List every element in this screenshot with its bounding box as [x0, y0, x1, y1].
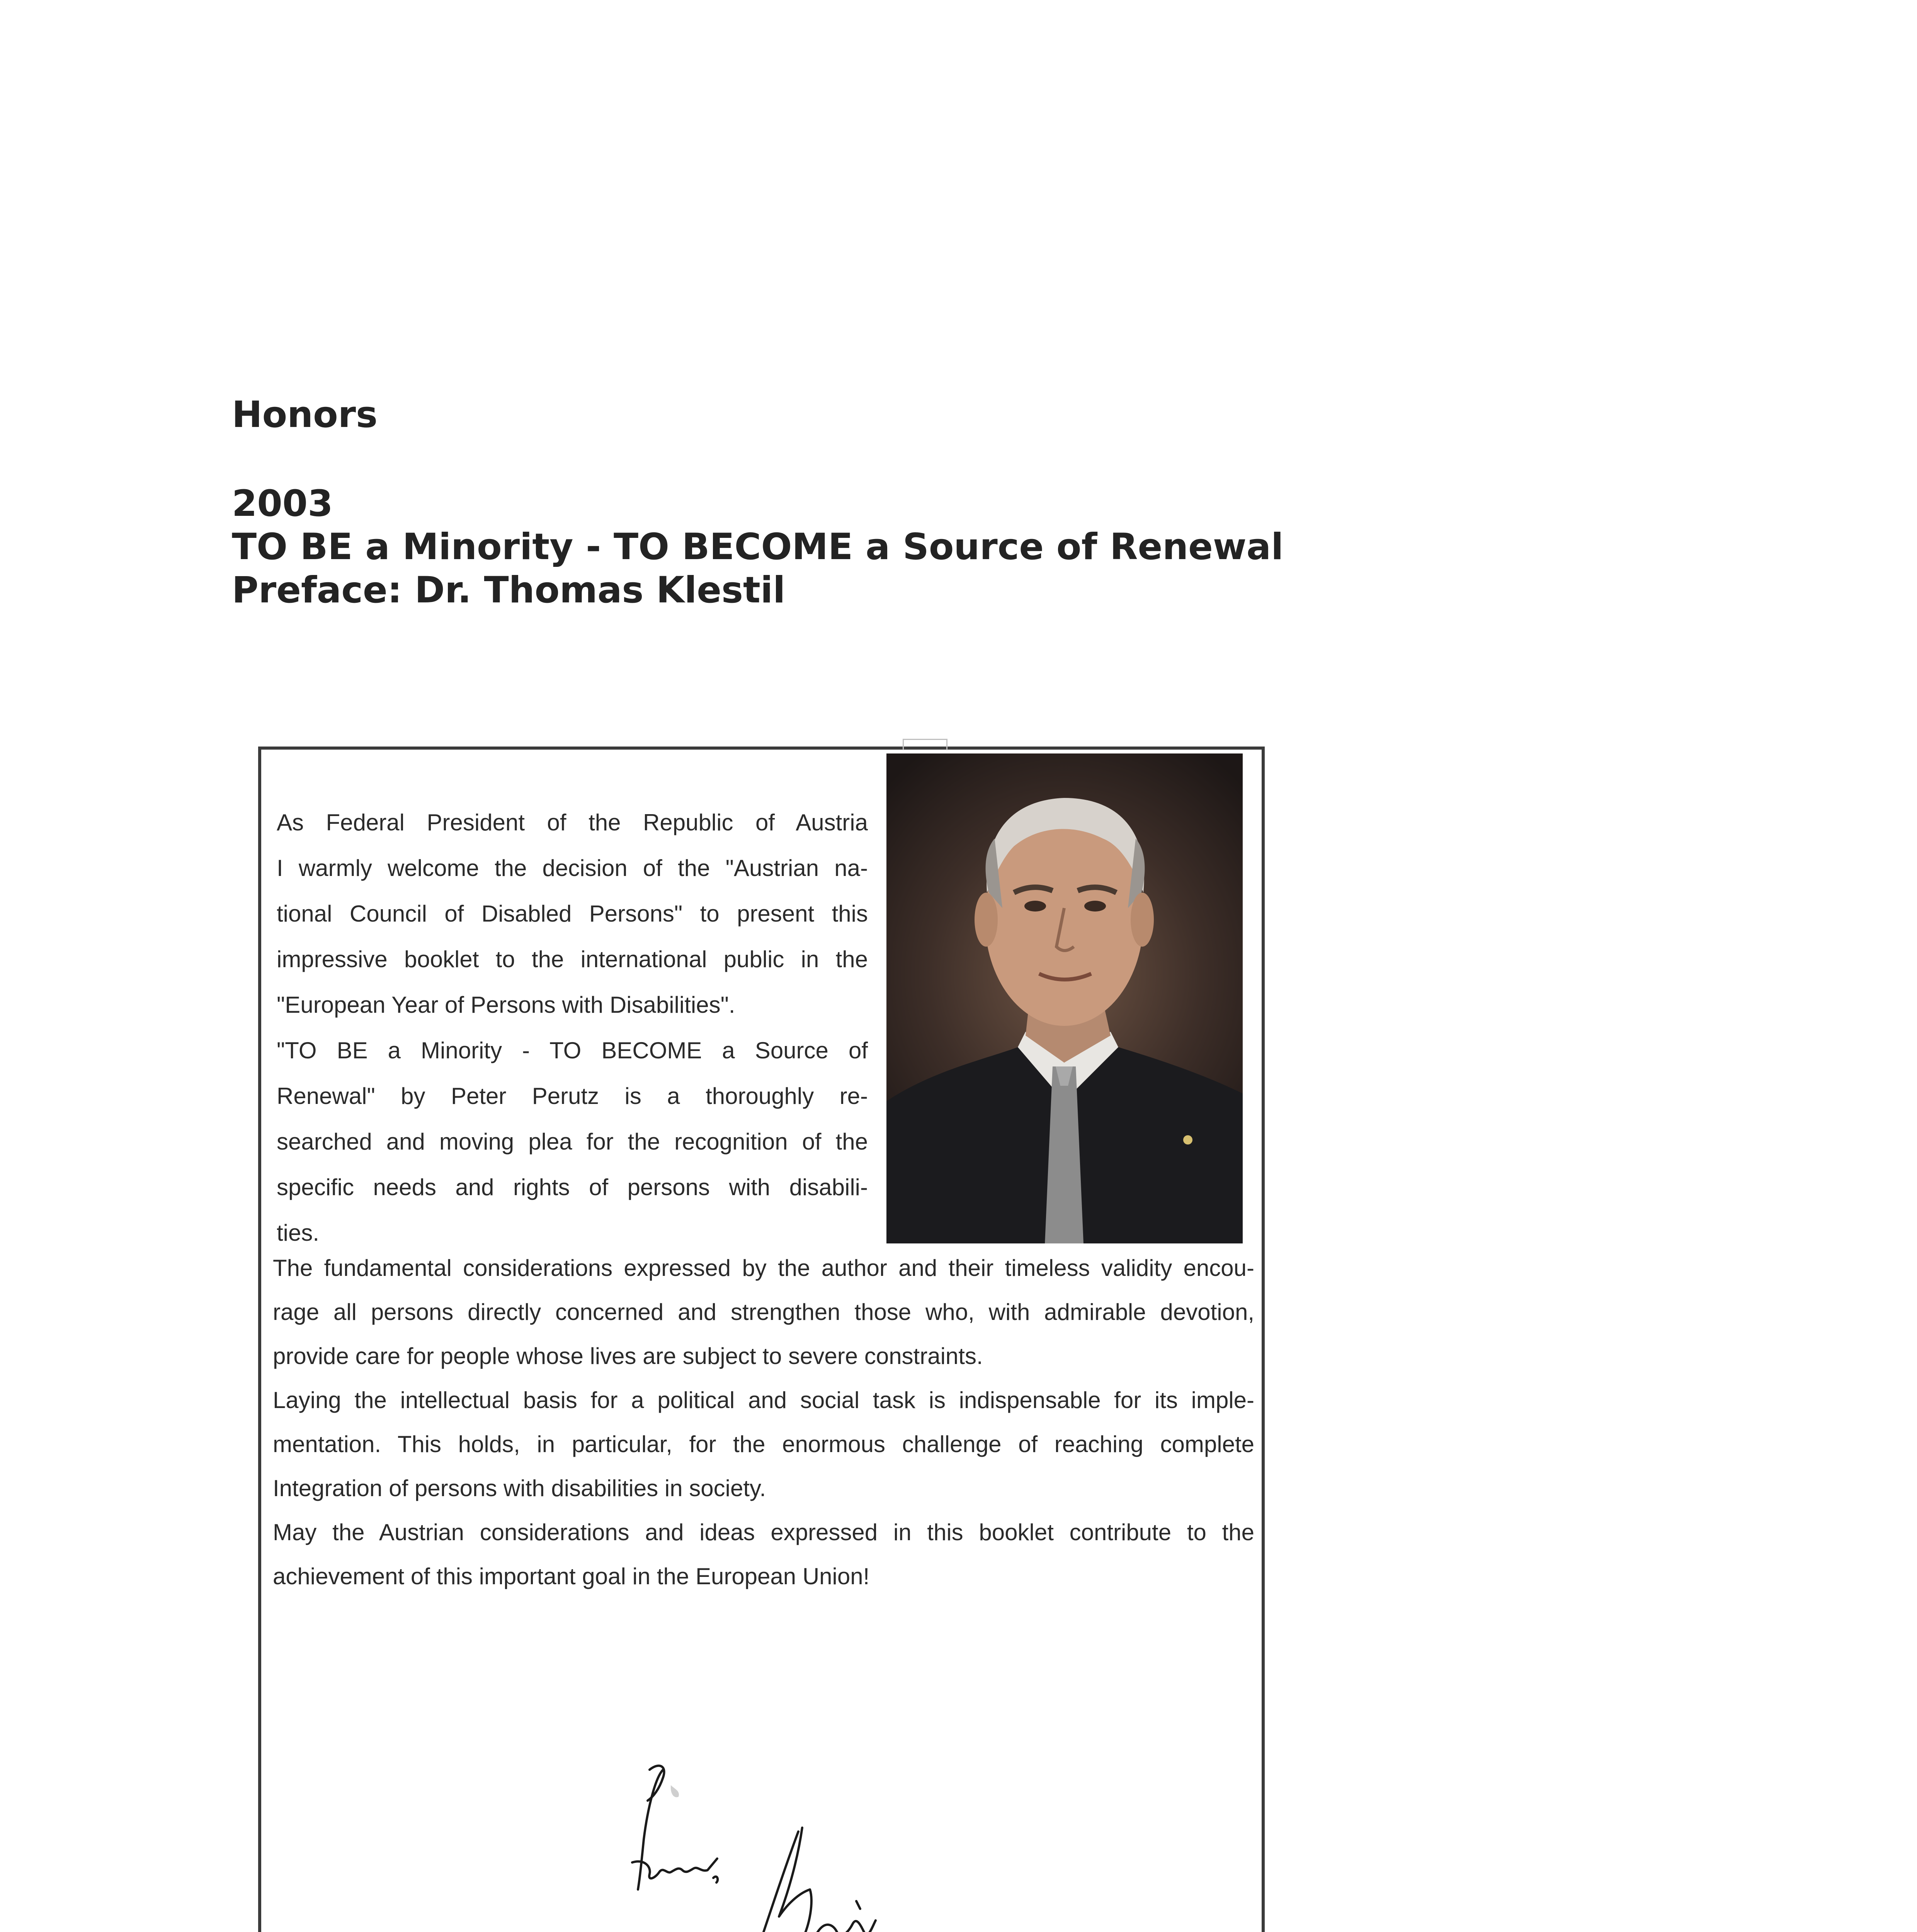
letter-line: Integration of persons with disabilities in society. [273, 1475, 766, 1501]
letter-line: ties. [277, 1220, 320, 1246]
heading-preface: Preface: Dr. Thomas Klestil [232, 569, 786, 611]
letter-line: "European Year of Persons with Disabilities". [277, 992, 735, 1018]
section-title: Honors [232, 394, 378, 436]
portrait-photo [886, 753, 1243, 1243]
signature-icon [617, 1762, 887, 1932]
letter-line: rage all persons directly concerned and strengthen those who, with admirable devotion, [273, 1299, 1254, 1325]
letter-line: specific needs and rights of persons with disabili- [277, 1174, 868, 1200]
letter-line: mentation. This holds, in particular, for the enormous challenge of reaching complete [273, 1431, 1254, 1457]
letter-line: Renewal" by Peter Perutz is a thoroughly re- [277, 1083, 868, 1109]
portrait-illustration [886, 753, 1243, 1243]
letter-line: I warmly welcome the decision of the "Austrian na- [277, 855, 868, 881]
letter-paragraph-body [273, 1246, 1254, 1599]
handwritten-signature [617, 1762, 887, 1932]
letter-line: impressive booklet to the international public in the [277, 946, 868, 972]
letter-line: tional Council of Disabled Persons" to present this [277, 901, 868, 927]
scan-artifact [903, 739, 947, 750]
letter-line: achievement of this important goal in the European Union! [273, 1563, 870, 1589]
letter-line: The fundamental considerations expressed by the author and their timeless validity encou- [273, 1255, 1254, 1281]
letter-line: As Federal President of the Republic of Austria [277, 810, 868, 835]
heading-booklet-title: TO BE a Minority - TO BECOME a Source of Renewal [232, 526, 1284, 568]
letter-line: searched and moving plea for the recognition of the [277, 1129, 868, 1155]
letter-line: "TO BE a Minority - TO BECOME a Source of [277, 1037, 868, 1063]
letter-line: Laying the intellectual basis for a political and social task is indispensable for its imple- [273, 1387, 1254, 1413]
scanned-letter [258, 747, 1265, 1932]
letter-line: provide care for people whose lives are subject to severe constraints. [273, 1343, 983, 1369]
letter-line: May the Austrian considerations and ideas expressed in this booklet contribute to the [273, 1519, 1254, 1545]
letter-paragraph-intro [277, 800, 868, 1256]
heading-year: 2003 [232, 483, 333, 525]
